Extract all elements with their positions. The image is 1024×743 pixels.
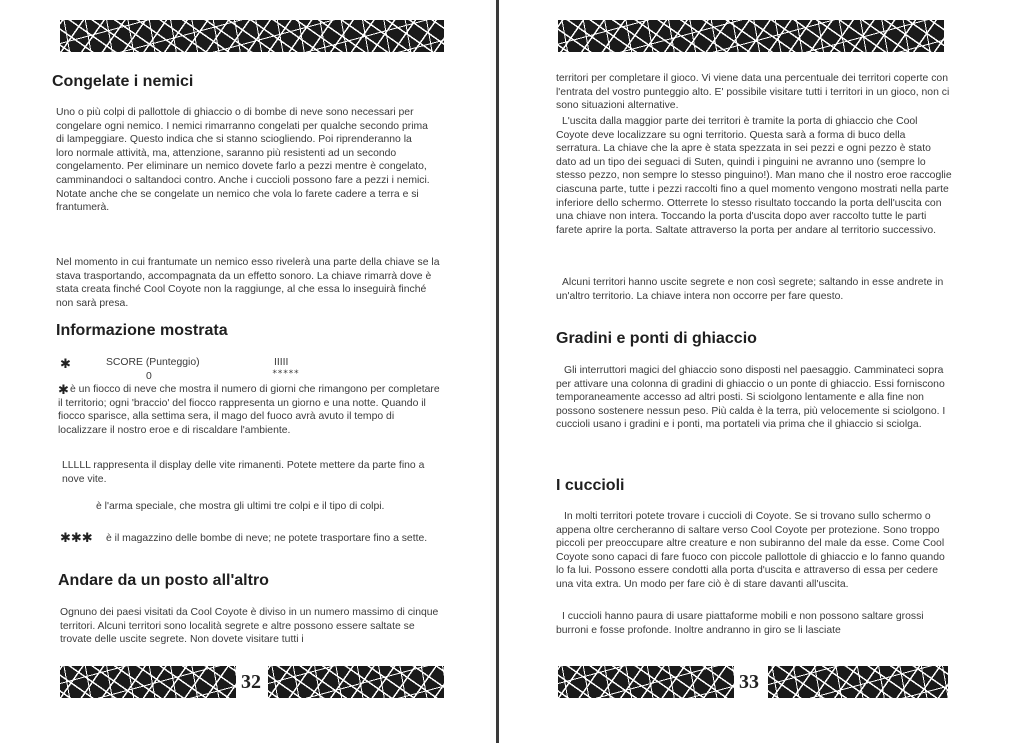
- paragraph-cuccioli-2: I cuccioli hanno paura di usare piattaforme mobili e non possono saltare grossi burroni e fosse profonde. Inoltre andranno in giro se li lasciate: [556, 611, 924, 636]
- paragraph-congelate-2: Nel momento in cui frantumate un nemico esso rivelerà una parte della chiave se la stava trasportando, accompagnata da un effetto sonoro. La chiave rimarrà dove è stata creata finché Cool Coyote non la raggiunge, al che essa lo inseguirà finché non sarà presa.: [56, 257, 440, 309]
- paragraph-intro-2: L'uscita dalla maggior parte dei territori è tramite la porta di ghiaccio che Cool Coyote deve localizzare su ogni territorio. Questa sarà a forma di buco della serratura. La chiave che la apre è stata spezzata in sei pezzi e ogni pezzo è stato dato ad un tipo dei seguaci di Suten, quindi i pinguini ne avranno uno (sempre lo stesso pezzo, non sempre lo stesso pinguino!). Man mano che il nostro eroe raccoglie ciascuna parte, tutte i pezzi raccolti fino a quel momento vengono mostrati nella parte inferiore dello schermo. Otterrete lo stesso risultato toccando la porta dell'uscita con una chiave non intera. Toccando la porta d'uscita dopo aver raccolto tutte le parti farete aprire la porta. Saltate attraverso la porta per andare al territorio successivo.: [556, 116, 952, 236]
- score-label: SCORE (Punteggio): [106, 357, 200, 368]
- bottom-decorative-band-left: [60, 666, 236, 698]
- paragraph-intro-1: territori per completare il gioco. Vi viene data una percentuale dei territori coperte con l'entrata del vostro punteggio alto. E' possibile visitare tutti i territori in un gioco, non ci sono situazioni alternative.: [556, 73, 950, 112]
- paragraph-intro-3: Alcuni territori hanno uscite segrete e non così segrete; saltando in esse andrete in un'altro territorio. La chiave intera non occorre per fare questo.: [556, 277, 944, 302]
- lives-display: IIIII: [274, 357, 289, 368]
- paragraph-lives: LLLLL rappresenta il display delle vite rimanenti. Potete mettere da parte fino a nove vite.: [62, 460, 425, 485]
- paragraph-congelate-1: Uno o più colpi di pallottole di ghiaccio o di bombe di neve sono necessari per congelare ogni nemico. I nemici rimarranno congelati per qualche secondo prima di lampeggiare. Questo indica che si stanno sciogliendo. Poi riprenderanno la loro normale attività, ma, attenzione, saranno più resistenti ad un secondo congelamento. Per eliminare un nemico dovete farlo a pezzi mentre è congelato, camminandoci o saltandoci contro. Anche i cuccioli possono fare a pezzi i nemici. Notate anche che se congelate un nemico che vola lo farete cadere a terra e si frantumerà.: [56, 107, 430, 214]
- top-decorative-band: [60, 20, 444, 52]
- page-number-left: 32: [238, 669, 264, 695]
- paragraph-andare: Ognuno dei paesi visitati da Cool Coyote è diviso in un numero massimo di cinque territori. Alcuni territori sono località segrete e altre possono essere saltate se trovate delle uscite segrete. Non dovete visitare tutti i: [60, 607, 439, 646]
- score-value: 0: [146, 371, 152, 382]
- paragraph-snowflake: è un fiocco di neve che mostra il numero di giorni che rimangono per completare il territorio; ogni 'braccio' del fiocco rappresenta un giorno e una notte. Quando il fiocco sparisce, alla settima sera, il mago del fuoco avrà avuto il tempo di localizzare il nostro eroe e di riscaldare l'ambiente.: [58, 384, 440, 436]
- section-title-cuccioli: I cuccioli: [556, 477, 625, 494]
- page-left: [0, 0, 496, 743]
- paragraph-gradini: Gli interruttori magici del ghiaccio sono disposti nel paesaggio. Camminateci sopra per attivare una colonna di gradini di ghiaccio o un ponte di ghiaccio. Essi forniscono temporaneamente accesso ad altri posti. Si sciolgono lentamente e alla fine non possono sostenere nessun peso. Più calda è la terra, più velocemente si sciolgono. I cuccioli usano i gradini e i ponti, ma portateli via prima che il ghiaccio si sciolga.: [556, 365, 946, 431]
- paragraph-bombs: è il magazzino delle bombe di neve; ne potete trasportare fino a sette.: [106, 533, 428, 544]
- paragraph-weapon: è l'arma speciale, che mostra gli ultimi tre colpi e il tipo di colpi.: [96, 501, 385, 512]
- top-decorative-band: [558, 20, 944, 52]
- paragraph-cuccioli-1: In molti territori potete trovare i cuccioli di Coyote. Se si trovano sullo schermo o appena oltre cercheranno di saltare verso Cool Coyote per protezione. Sono troppo piccoli per preoccupare altre creature e non subiranno del male da esse. Come Cool Coyote sono capaci di fare fuoco con piccole pallottole di ghiaccio e lo fanno quando lo fa lui. Possono essere condotti alla porta d'uscita e attraverso di essa per cedere una vita extra. Un modo per fare ciò è di stare davanti all'uscita.: [556, 511, 945, 590]
- page-right: [500, 0, 1024, 743]
- book-gutter: [496, 0, 499, 743]
- snowflake-icon: ✱: [60, 356, 71, 371]
- bombs-icon: ✱✱✱: [60, 530, 93, 545]
- section-title-gradini: Gradini e ponti di ghiaccio: [556, 330, 757, 347]
- bottom-decorative-band-right: [768, 666, 948, 698]
- section-title-informazione: Informazione mostrata: [56, 322, 228, 339]
- page-number-right: 33: [736, 669, 762, 695]
- snowflake-icon-inline: ✱: [58, 382, 69, 397]
- section-title-congelate: Congelate i nemici: [52, 73, 194, 90]
- section-title-andare: Andare da un posto all'altro: [58, 572, 269, 589]
- bottom-decorative-band-right: [268, 666, 444, 698]
- bottom-decorative-band-left: [558, 666, 734, 698]
- weapon-display: *****: [272, 369, 300, 379]
